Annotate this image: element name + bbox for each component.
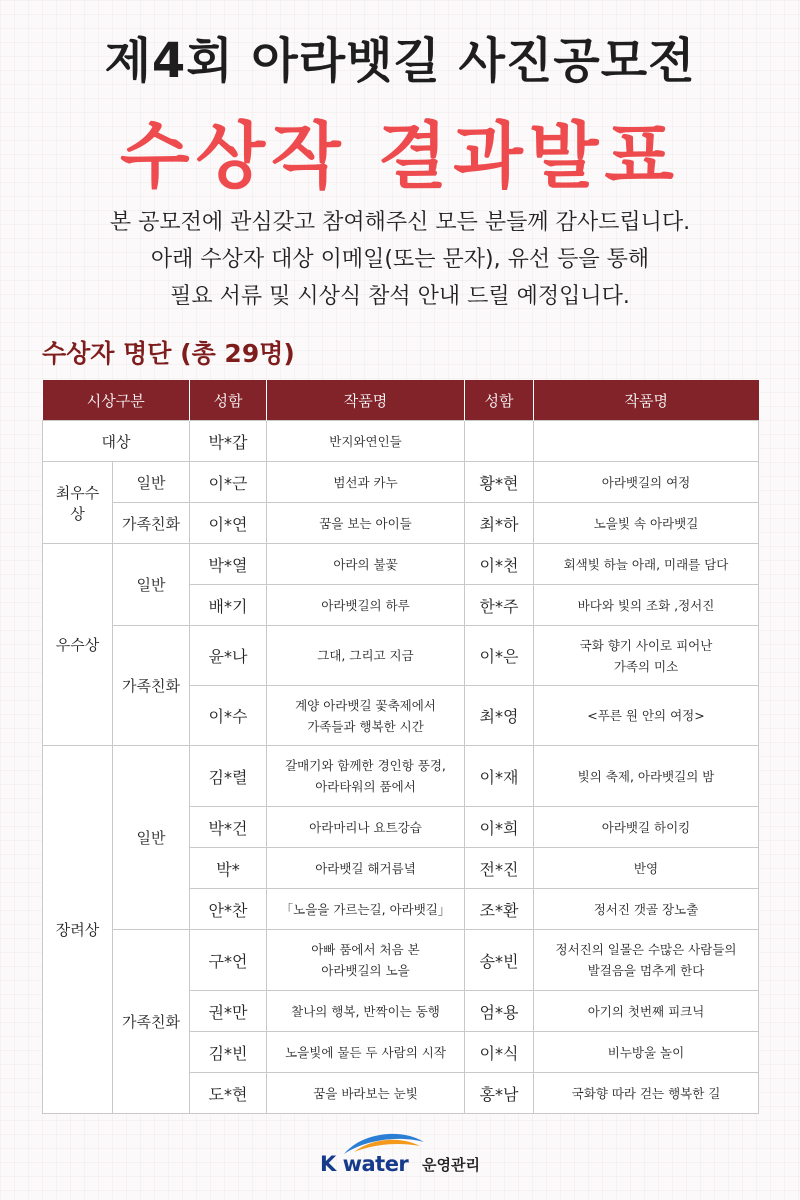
award-category: 장려상: [43, 746, 113, 1114]
work-title-line: <푸른 원 안의 여정>: [587, 708, 705, 723]
work-title: [267, 746, 465, 807]
award-subcategory: 가족친화: [113, 626, 190, 746]
work-title-line: 아라뱃길의 하루: [321, 597, 410, 613]
winner-name: 배*기: [190, 585, 267, 626]
winner-name: 이*수: [190, 686, 267, 746]
header-work-2: 작품명: [534, 380, 759, 421]
work-title: [267, 421, 465, 462]
awards-table: [42, 380, 759, 1114]
work-title: [534, 1073, 759, 1114]
work-title-line: 반영: [633, 860, 659, 876]
work-title: [534, 462, 759, 503]
winner-name: 조*환: [465, 889, 534, 930]
winner-name: 김*렬: [190, 746, 267, 807]
winner-name: 전*진: [465, 848, 534, 889]
work-title-line: 아기의 첫번째 피크닉: [587, 1003, 705, 1019]
work-title-line: 비누방울 놀이: [607, 1044, 685, 1060]
table-row: [43, 544, 759, 585]
work-title-line: 빛의 축제, 아라뱃길의 밤: [577, 768, 715, 784]
intro-line: 아래 수상자 대상 이메일(또는 문자), 유선 등을 통해: [150, 247, 650, 272]
kwater-logo: [320, 1130, 490, 1180]
work-title: [267, 1032, 465, 1073]
winner-name: 이*은: [465, 626, 534, 686]
work-title: [534, 746, 759, 807]
work-title: [534, 991, 759, 1032]
work-title-line: 아라뱃길의 노을: [321, 963, 410, 978]
award-subcategory: 일반: [113, 746, 190, 930]
winner-name: 권*만: [190, 991, 267, 1032]
award-category: 최우수상: [43, 462, 113, 544]
award-category: 대상: [43, 421, 190, 462]
work-title-line: 노을빛에 물든 두 사람의 시작: [285, 1044, 446, 1060]
intro-line: 필요 서류 및 시상식 참석 안내 드릴 예정입니다.: [170, 284, 630, 309]
work-title-line: 정서진의 일몰은 수많은 사람들의: [555, 942, 737, 957]
work-title: [534, 503, 759, 544]
work-title-line: 가족의 미소: [613, 658, 679, 674]
winner-name: 윤*나: [190, 626, 267, 686]
awards-table-body: [43, 421, 759, 1114]
winner-name: 이*연: [190, 503, 267, 544]
work-title-line: 갈매기와 함께한 경인항 풍경,: [285, 758, 446, 773]
work-title: [267, 991, 465, 1032]
work-title-line: 정서진 갯골 장노출: [593, 901, 699, 917]
work-title: [267, 544, 465, 585]
logo-subtext: 운영관리: [422, 1156, 480, 1174]
winner-name: 엄*용: [465, 991, 534, 1032]
work-title: [267, 848, 465, 889]
work-title: [534, 807, 759, 848]
winner-name: 박*열: [190, 544, 267, 585]
table-row: [43, 746, 759, 807]
winner-name: 이*재: [465, 746, 534, 807]
work-title: [534, 544, 759, 585]
work-title-line: 노을빛 속 아라뱃길: [593, 515, 699, 531]
work-title-line: 아라뱃길의 여정: [601, 474, 691, 490]
header-category: 시상구분: [43, 380, 190, 421]
work-title: [534, 848, 759, 889]
award-category: 우수상: [43, 544, 113, 746]
winner-name: 최*하: [465, 503, 534, 544]
intro-text: [0, 204, 800, 315]
winner-name: 이*근: [190, 462, 267, 503]
work-title: [534, 626, 759, 686]
work-title: [267, 462, 465, 503]
winner-name: 이*희: [465, 807, 534, 848]
work-title-line: 아라의 불꽃: [333, 556, 398, 572]
winner-name: 이*식: [465, 1032, 534, 1073]
work-title-line: 가족들과 행복한 시간: [307, 718, 424, 734]
work-title: [267, 889, 465, 930]
work-title: [267, 807, 465, 848]
work-title: [534, 585, 759, 626]
work-title: [267, 686, 465, 746]
work-title-line: 꿈을 보는 아이들: [319, 515, 412, 531]
work-title-line: 아라마리나 요트강습: [309, 819, 422, 835]
winner-name: [465, 421, 534, 462]
table-header-row: [43, 380, 759, 421]
work-title: [267, 585, 465, 626]
work-title-line: 범선과 카누: [333, 474, 398, 490]
table-row: [43, 626, 759, 686]
winner-name: 황*현: [465, 462, 534, 503]
award-subcategory: 일반: [113, 544, 190, 626]
winner-name: 송*빈: [465, 930, 534, 991]
work-title: [534, 930, 759, 991]
work-title-line: 아라뱃길 해거름녘: [315, 860, 416, 876]
award-subcategory: 가족친화: [113, 503, 190, 544]
winner-name: 김*빈: [190, 1032, 267, 1073]
work-title-line: 국화향 따라 걷는 행복한 길: [571, 1085, 721, 1101]
section-title: 수상자 명단 (총 29명): [42, 339, 295, 368]
work-title: [267, 930, 465, 991]
header-work-1: 작품명: [267, 380, 465, 421]
table-row: [43, 462, 759, 503]
intro-line: 본 공모전에 관심갖고 참여해주신 모든 분들께 감사드립니다.: [109, 210, 691, 235]
work-title-line: 국화 향기 사이로 피어난: [579, 637, 713, 653]
work-title: [534, 889, 759, 930]
winner-name: 도*현: [190, 1073, 267, 1114]
work-title: [534, 686, 759, 746]
work-title: [534, 1032, 759, 1073]
winner-name: 홍*남: [465, 1073, 534, 1114]
work-title-line: 발걸음을 멈추게 한다: [587, 963, 705, 978]
table-row: [43, 421, 759, 462]
winner-name: 박*건: [190, 807, 267, 848]
work-title-line: 그대, 그리고 지금: [317, 648, 414, 663]
work-title-line: 바다와 빛의 조화 ,정서진: [577, 597, 715, 613]
winner-name: 박*: [190, 848, 267, 889]
work-title-line: 꿈을 바라보는 눈빛: [313, 1085, 418, 1101]
logo-text: K water: [320, 1152, 409, 1176]
winner-name: 이*천: [465, 544, 534, 585]
work-title-line: 아라타워의 품에서: [315, 779, 416, 794]
work-title-line: 찰나의 행복, 반짝이는 동행: [291, 1003, 440, 1019]
table-row: [43, 503, 759, 544]
table-row: [43, 930, 759, 991]
page-subtitle: 수상작 결과발표: [120, 114, 680, 198]
winner-name: 최*영: [465, 686, 534, 746]
page-title: 제4회 아라뱃길 사진공모전: [104, 33, 696, 89]
work-title: [267, 626, 465, 686]
header-name-1: 성함: [190, 380, 267, 421]
award-subcategory: 가족친화: [113, 930, 190, 1114]
header-name-2: 성함: [465, 380, 534, 421]
work-title-line: 아빠 품에서 처음 본: [311, 942, 420, 957]
winner-name: 박*갑: [190, 421, 267, 462]
work-title-line: 계양 아라뱃길 꽃축제에서: [295, 697, 436, 713]
work-title: [534, 421, 759, 462]
winner-name: 안*찬: [190, 889, 267, 930]
winner-name: 한*주: [465, 585, 534, 626]
work-title-line: 반지와연인들: [329, 433, 402, 449]
work-title-line: 「노을을 가르는길, 아라뱃길」: [280, 901, 451, 917]
award-subcategory: 일반: [113, 462, 190, 503]
work-title: [267, 503, 465, 544]
work-title-line: 회색빛 하늘 아래, 미래를 담다: [563, 556, 729, 572]
winner-name: 구*언: [190, 930, 267, 991]
work-title-line: 아라뱃길 하이킹: [601, 819, 691, 835]
work-title: [267, 1073, 465, 1114]
